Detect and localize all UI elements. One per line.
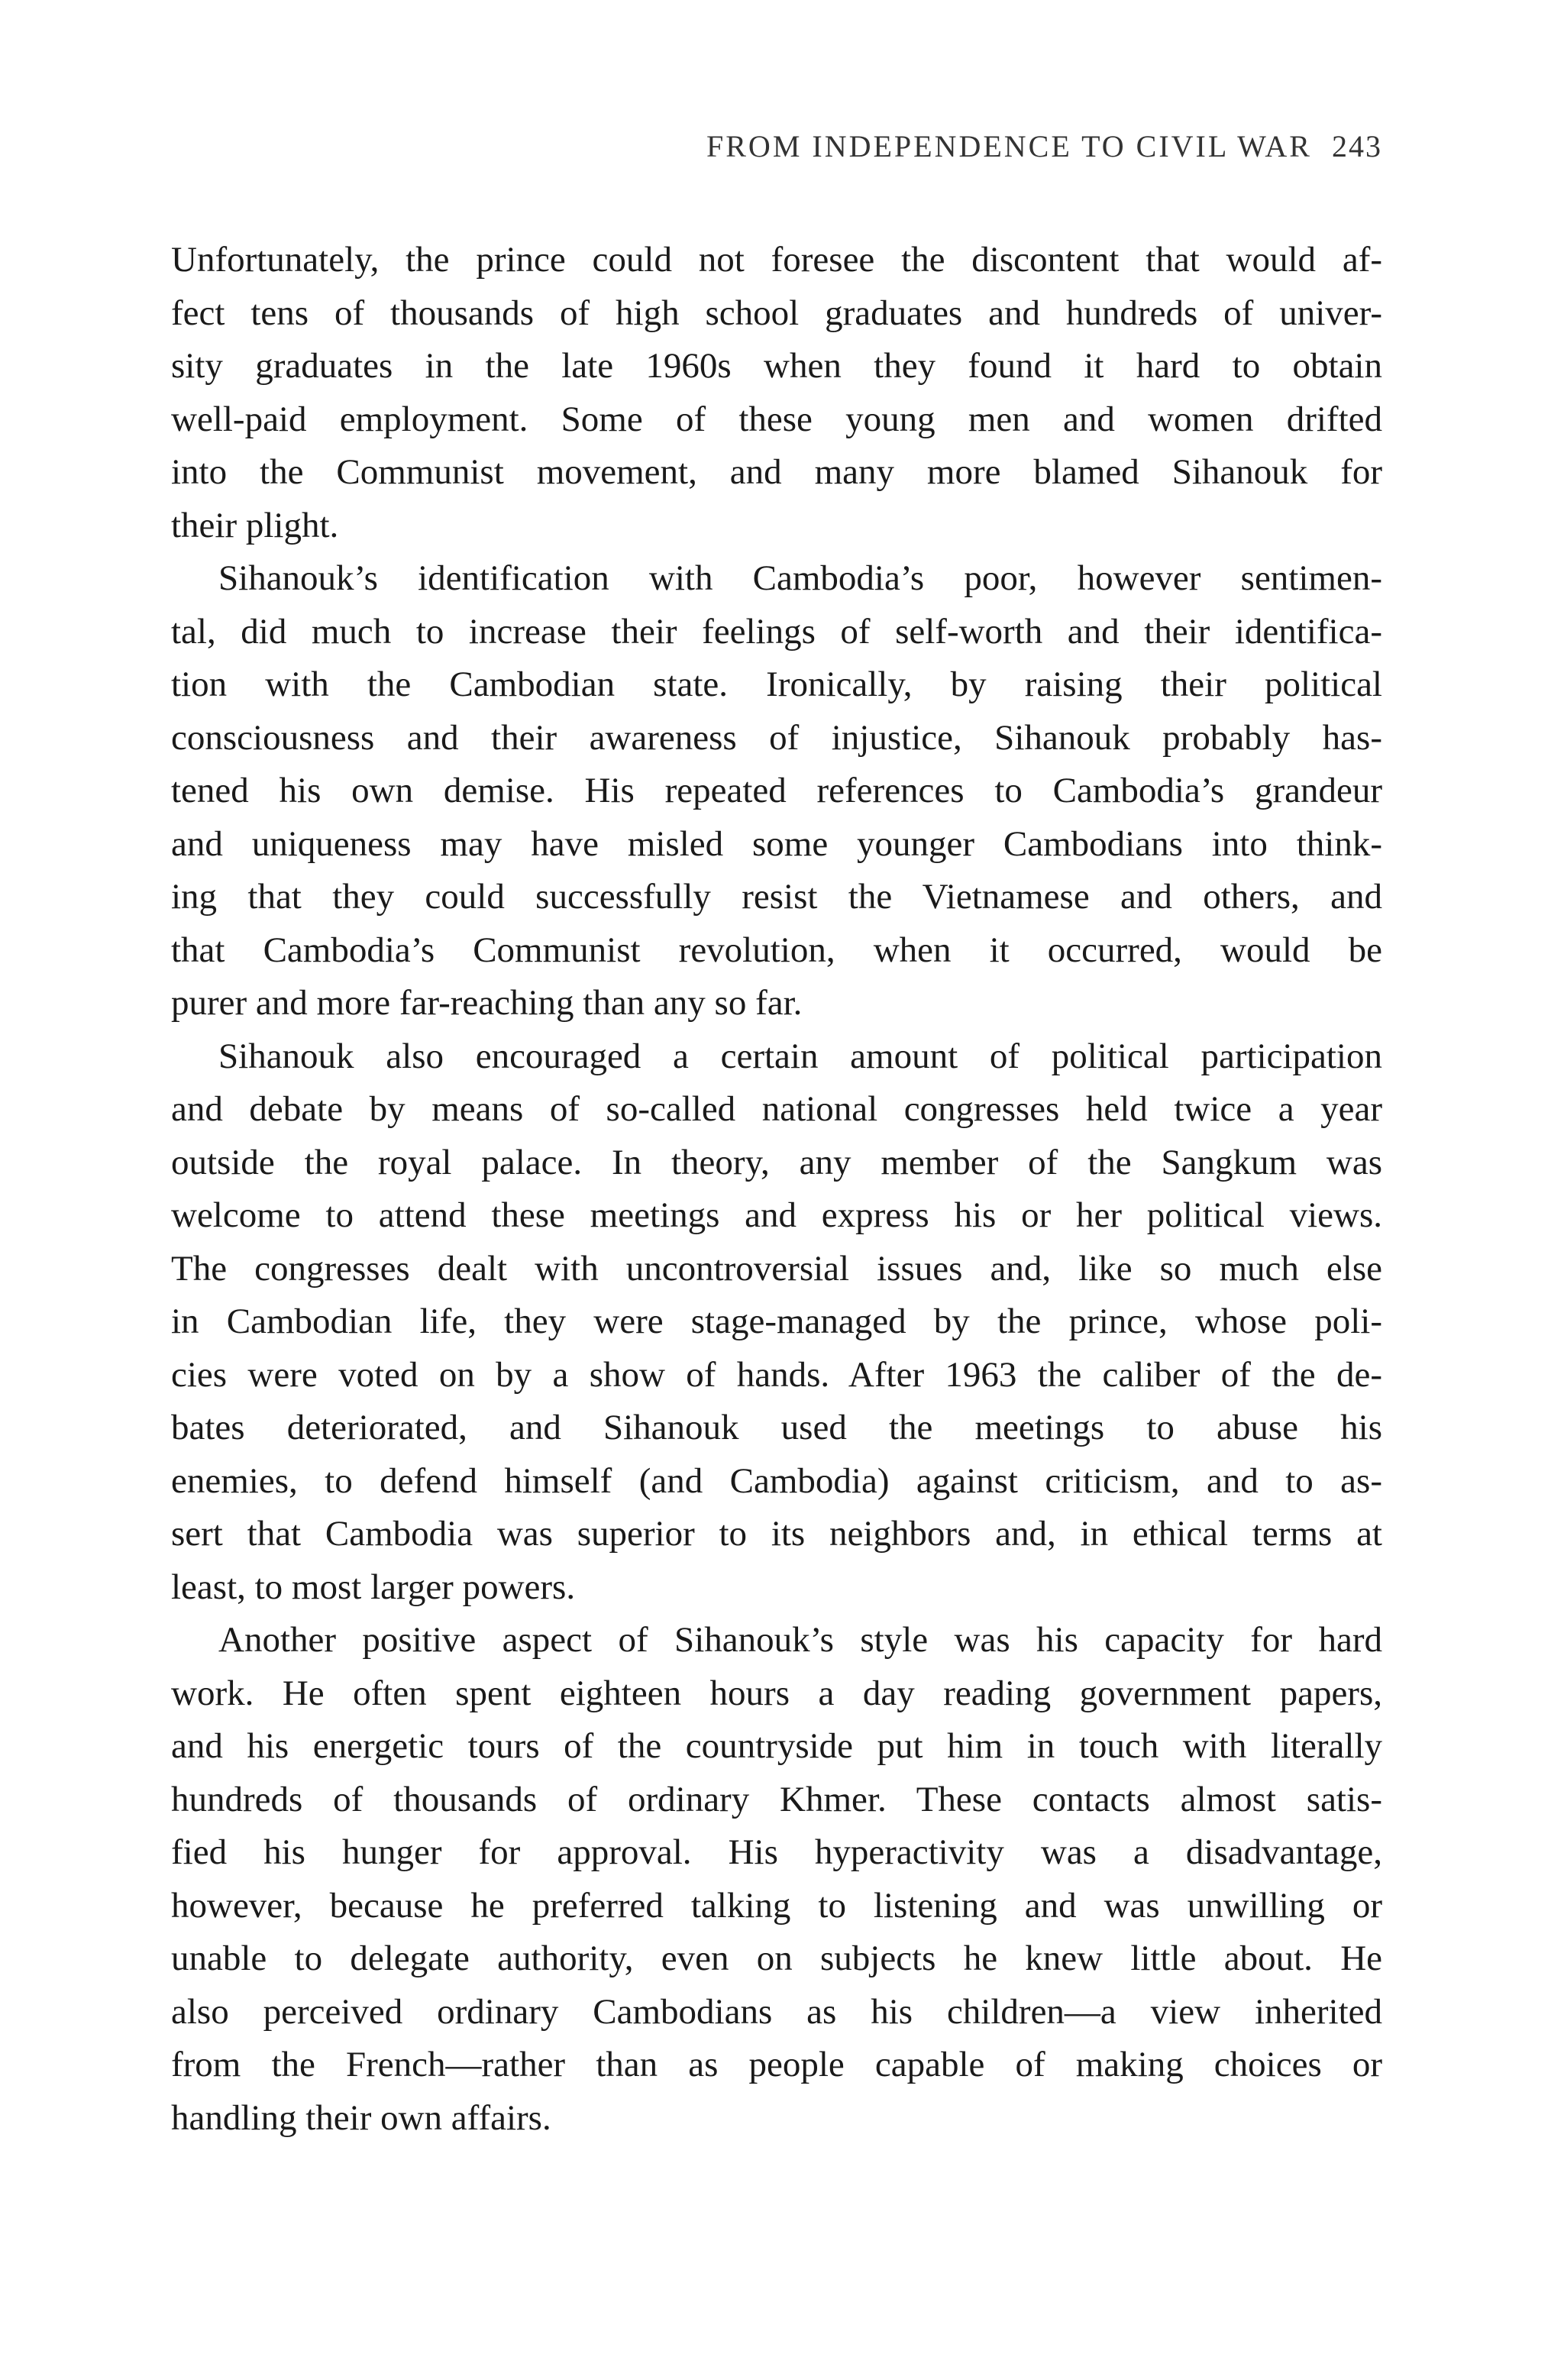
text-line: and his energetic tours of the countryside put him in touch with literally (171, 1726, 1382, 1766)
text-line: fect tens of thousands of high school graduates and hundreds of univer- (171, 293, 1382, 333)
paragraph (171, 1030, 1382, 1615)
text-line: however, because he preferred talking to listening and was unwilling or (171, 1885, 1382, 1926)
text-line: that Cambodia’s Communist revolution, when it occurred, would be (171, 930, 1382, 970)
text-line: into the Communist movement, and many more blamed Sihanouk for (171, 452, 1382, 492)
text-line: Unfortunately, the prince could not foresee the discontent that would af- (171, 240, 1382, 280)
text-line: consciousness and their awareness of injustice, Sihanouk probably has- (171, 717, 1382, 758)
text-line: welcome to attend these meetings and express his or her political views. (171, 1195, 1382, 1235)
running-header (706, 128, 1382, 164)
page-number: 243 (1332, 129, 1382, 163)
text-line: purer and more far-reaching than any so far. (171, 983, 803, 1023)
text-line: tal, did much to increase their feelings of self-worth and their identifica- (171, 611, 1382, 652)
text-line: well-paid employment. Some of these young men and women drifted (171, 399, 1382, 439)
text-line: The congresses dealt with uncontroversial issues and, like so much else (171, 1248, 1382, 1289)
text-line: in Cambodian life, they were stage-managed by the prince, whose poli- (171, 1302, 1382, 1341)
text-line: ing that they could successfully resist the Vietnamese and others, and (171, 877, 1382, 917)
text-line: their plight. (171, 505, 339, 545)
text-line: and uniqueness may have misled some younger Cambodians into think- (171, 823, 1382, 864)
text-line: Sihanouk’s identification with Cambodia’s poor, however sentimen- (218, 558, 1382, 598)
text-line: unable to delegate authority, even on subjects he knew little about. He (171, 1939, 1382, 1978)
text-line: tened his own demise. His repeated references to Cambodia’s grandeur (171, 771, 1382, 810)
text-line: outside the royal palace. In theory, any member of the Sangkum was (171, 1142, 1382, 1182)
text-line: sert that Cambodia was superior to its neighbors and, in ethical terms at (171, 1514, 1382, 1554)
paragraph (171, 234, 1382, 552)
text-line: also perceived ordinary Cambodians as his children—a view inherited (171, 1991, 1382, 2032)
text-line: and debate by means of so-called national congresses held twice a year (171, 1089, 1382, 1129)
text-line: fied his hunger for approval. His hyperactivity was a disadvantage, (171, 1832, 1382, 1872)
text-line: Another positive aspect of Sihanouk’s style was his capacity for hard (218, 1620, 1382, 1660)
text-line: Sihanouk also encouraged a certain amount of political participation (218, 1036, 1382, 1076)
paragraph (171, 1614, 1382, 2145)
text-line: bates deteriorated, and Sihanouk used the meetings to abuse his (171, 1408, 1382, 1447)
text-line: tion with the Cambodian state. Ironically, by raising their political (171, 665, 1382, 704)
paragraph (171, 552, 1382, 1030)
text-line: from the French—rather than as people capable of making choices or (171, 2045, 1382, 2084)
text-line: sity graduates in the late 1960s when they found it hard to obtain (171, 346, 1382, 386)
text-line: handling their own affairs. (171, 2097, 551, 2138)
running-title: FROM INDEPENDENCE TO CIVIL WAR (706, 129, 1312, 163)
text-line: least, to most larger powers. (171, 1567, 576, 1607)
body-text (171, 234, 1382, 2145)
text-line: hundreds of thousands of ordinary Khmer. These contacts almost satis- (171, 1779, 1382, 1819)
text-line: work. He often spent eighteen hours a day reading government papers, (171, 1673, 1382, 1713)
text-line: cies were voted on by a show of hands. After 1963 the caliber of the de- (171, 1354, 1382, 1395)
text-line: enemies, to defend himself (and Cambodia) against criticism, and to as- (171, 1460, 1382, 1501)
